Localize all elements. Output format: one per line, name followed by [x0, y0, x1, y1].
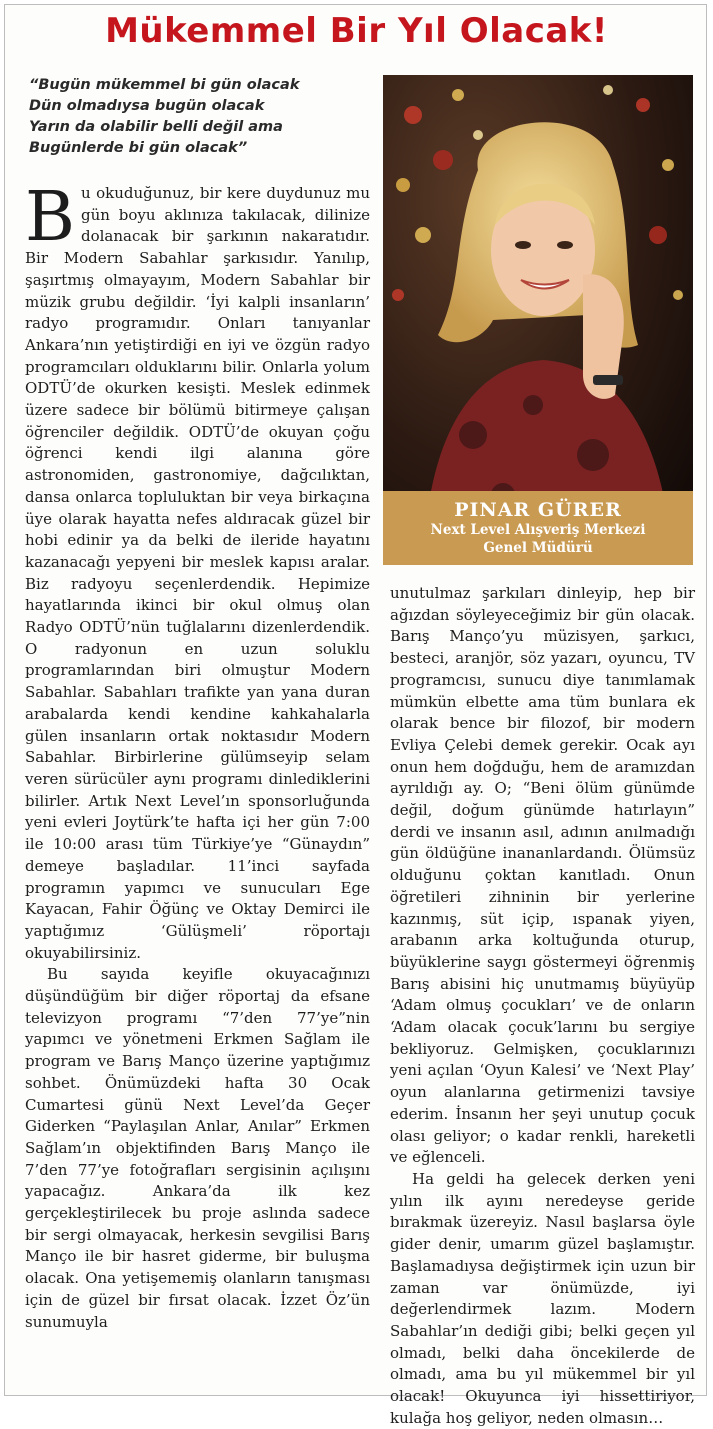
photo-caption	[383, 491, 693, 565]
caption-role-line: Next Level Alışveriş Merkezi	[430, 522, 646, 538]
paragraph: Ha geldi ha gelecek derken yeni yılın ilk ayını neredeyse geride bırakmak üzereyiz. Nasıl başlarsa öyle gider denir, umarım güzel başlamıştır. Başlamadıysa değiştirmek için uzun bir zaman var önümüzde, iyi değerlendirmek lazım. Modern Sabahlar’ın dediği gibi; belki geçen yıl olmadı, belki daha öncekilerde de olmadı, ama bu yıl mükemmel bir yıl olacak! Okuyunca iyi hissettiriyor, kulağa hoş geliyor, neden olmasın…	[390, 1169, 695, 1427]
quote-line: Bugünlerde bi gün olacak”	[29, 140, 248, 156]
quote-line: Yarın da olabilir belli değil ama	[29, 119, 283, 135]
paragraph	[25, 178, 370, 964]
magazine-page	[4, 4, 707, 1427]
paragraph-text: u okuduğunuz, bir kere duydunuz mu gün boyu aklınıza takılacak, dilinize dolanacak bir şarkının nakaratıdır. Bir Modern Sabahlar şarkısıdır. Yanılıp, şaşırtmış olmayayım, Modern Sabahlar bir müzik grubu değildir. ‘İyi kalpli insanların’ radyo programıdır. Onları tanıyanlar Ankara’nın yetiştirdiği en iyi ve özgün radyo programcıları olduklarını bilir. Onlarla yolum ODTÜ’de okurken kesişti. Meslek edinmek üzere sadece bir bölümü bitirmeye çalışan öğrenciler değildik. ODTÜ’de okuyan çoğu öğrenci kendi ilgi alanına göre astronomiden, gastronomiye, dağcılıktan, dansa onlarca topluluktan bir veya birkaçına üye olarak hayatta nefes aldıracak güzel bir hobi edinir ya da belki de ileride hayatını kazanacağı yepyeni bir meslek kapısı aralar. Biz radyoyu seçenlerdendik. Hepimize hayatlarında ikinci bir okul olmuş olan Radyo ODTÜ’nün tuğlalarını dizenlerdendik. O radyonun en uzun soluklu programlarından biri olmuştur Modern Sabahlar. Sabahları trafikte yan yana duran arabalarda kendi kendine kahkahalarla gülen insanların ortak noktasıdır Modern Sabahlar. Birbirlerine gülümseyip selam veren sürücüler aynı programı dinlediklerini bilirler. Artık Next Level’ın sponsorluğunda yeni evleri Joytürk’te hafta içi her gün 7:00 ile 10:00 arası tüm Türkiye’ye “Günaydın” demeye başladılar. 11’inci sayfada programın yapımcı ve sunucuları Ege Kayacan, Fahir Öğünç ve Oktay Demirci ile yaptığımız ‘Gülüşmeli’ röportajı okuyabilirsiniz.	[25, 184, 370, 962]
portrait-photo	[383, 75, 693, 565]
headline: Mükemmel Bir Yıl Olacak!	[105, 11, 608, 51]
left-column	[25, 178, 370, 1333]
paragraph: unutulmaz şarkıları dinleyip, hep bir ağızdan söyleyeceğimiz bir gün olacak. Barış Manço’yu müzisyen, şarkıcı, besteci, aranjör, söz yazarı, oyuncu, TV programcısı, sunucu diye tanımlamak mümkün elbette ama tüm bunlara ek olarak bence bir filozof, bir modern Evliya Çelebi demek gerekir. Ocak ayı onun hem doğduğu, hem de aramızdan ayrıldığı ay. O; “Beni ölüm günümde değil, doğum günümde hatırlayın” derdi ve insanın asıl, adının anılmadığı gün öldüğüne inananlardandı. Ölümsüz olduğunu çoktan kanıtladı. Onun öğretileri zihninin bir yerlerine kazınmış, süt içip, ıspanak yiyen, arabanın arka koltuğunda oturup, büyüklerine saygı göstermeyi öğrenmiş Barış abisini hiç unutmamış büyüyüp ‘Adam olmuş çocukları’ ve de onların ‘Adam olacak çocuk’larını bu sergiye bekliyoruz. Gelmişken, çocuklarınızı yeni açılan ‘Oyun Kalesi’ ve ‘Next Play’ oyun alanlarına getirmenizi tavsiye ederim. İnsanın her şeyi unutup çocuk olası geliyor; o kadar renkli, hareketli ve eğlenceli.	[390, 584, 695, 1167]
paragraph: Bu sayıda keyifle okuyacağınızı düşündüğüm bir diğer röportaj da efsane televizyon programı “7’den 77’ye”nin yapımcı ve yönetmeni Erkmen Sağlam ile program ve Barış Manço üzerine yaptığımız sohbet. Önümüzdeki hafta 30 Ocak Cumartesi günü Next Level’da Geçer Giderken “Paylaşılan Anlar, Anılar” Erkmen Sağlam’ın objektifinden Barış Manço ile 7’den 77’ye fotoğrafları sergisinin açılışını yapacağız. Ankara’da ilk kez gerçekleştirilecek bu proje aslında sadece bir sergi olmayacak, herkesin sevgilisi Barış Manço ile bir hasret giderme, bir buluşma olacak. Ona yetişememiş olanların tanışması için de güzel bir fırsat olacak. İzzet Öz’ün sunumuyla	[25, 965, 370, 1331]
opening-quote	[29, 75, 369, 159]
drop-cap: B	[25, 178, 75, 257]
quote-line: Dün olmadıysa bugün olacak	[29, 98, 265, 114]
quote-line: “Bugün mükemmel bi gün olacak	[29, 77, 300, 93]
caption-role-line: Genel Müdürü	[483, 540, 593, 556]
right-column	[390, 583, 695, 1429]
caption-name: PINAR GÜRER	[454, 499, 622, 521]
